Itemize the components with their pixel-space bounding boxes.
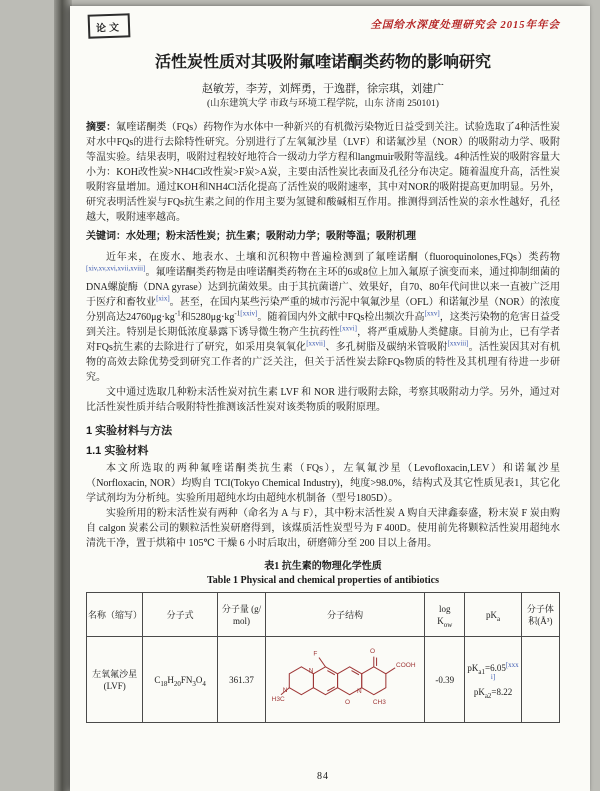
authors-line: 赵敏芳，李芳，刘辉勇，于逸群，徐宗琪，刘建广	[202, 83, 444, 95]
keywords-label: 关键词：	[86, 231, 126, 242]
col-header-molecular-weight: 分子量 (g/mol)	[217, 593, 265, 637]
lvf-structure-cell	[266, 637, 425, 723]
structure-label-n2: N	[282, 686, 288, 694]
structure-label-cooh: COOH	[396, 661, 416, 669]
abstract-text: 氟喹诺酮类（FQs）药物作为水体中一种新兴的有机微污染物近日益受到关注。试验选取了4种活性炭对水中FQs的进行去除特性研究。分别进行了左氧氟沙星（LVF）和诺氟沙星（NOR）的吸附动力学、吸附等温实验。结果表明，吸附过程较好地符合一级动力学方程和langmuir吸附等温线。4种活性炭的吸附容量大小为：KOH改性炭>NH4Cl改性炭>F炭>A炭，主要由活性炭比表面及孔径分布决定。随着温度升高，活性炭吸附容量增加。通过KOH和NH4Cl活化提高了活性炭的吸附速率，其中对NOR的吸附提高更加明显。另外，研究表明活性炭与FQs抗生素之间的作用主要为氢键和酸碱相互作用。推测得到活性炭的亲水性越好，孔径越大，吸附速率越高。	[86, 122, 560, 223]
structure-label-h3c: H3C	[271, 696, 285, 704]
lvf-mw-cell: 361.37	[217, 637, 265, 723]
page	[70, 6, 590, 791]
structure-label-ketone-o: O	[370, 647, 376, 655]
table-row-lvf	[87, 637, 560, 723]
structure-label-n3: N	[357, 687, 362, 695]
paper-stamp-label: 论文	[95, 22, 123, 34]
table1-caption-zh: 表1 抗生素的物理化学性质	[264, 561, 382, 572]
paper-stamp-box	[88, 13, 131, 38]
structure-label-n1: N	[308, 667, 314, 675]
lvf-volume-cell	[521, 637, 559, 723]
structure-label-f: F	[313, 650, 318, 658]
section-1-heading: 1 实验材料与方法	[86, 425, 173, 437]
abstract-paragraph	[86, 120, 560, 225]
structure-label-ring-o: O	[345, 699, 351, 706]
lvf-name-cell: 左氧氟沙星 (LVF)	[87, 637, 143, 723]
materials-paragraph-2: 实验所用的粉末活性炭有两种（命名为 A 与 F），其中粉末活性炭 A 购自天津鑫泰盛，粉末炭 F 炭由购自 calgon 炭素公司的颗粒活性炭研磨得到，该煤质活性炭型号为 F 400D。使用前先将颗粒活性炭用超纯水清洗干净，置于烘箱中 105℃ 干燥 6 小时后取出，研磨筛分至 200 目以上备用。	[86, 508, 560, 549]
structure-label-ch3: CH3	[372, 699, 386, 706]
lvf-logkow-cell: -0.39	[425, 637, 465, 723]
page-header	[86, 14, 560, 38]
section-1-1-heading: 1.1 实验材料	[86, 445, 149, 457]
intro-paragraph-1: 近年来，在废水、地表水、土壤和沉积物中普遍检测到了氟喹诺酮（fluoroquinolones,FQs）类药物[xiv,xv,xvi,xvii,xviii]。氟喹诺酮类药物是由喹诺酮类药物在主环的6或8位上加入氟原子演变而来，通过抑制细菌的DNA螺旋酶（DNA gyrase）达到抗菌效果。由于其抗菌谱广、效果好，自70、80年代问世以来一直被广泛用于医疗和畜牧业[xix]。甚至，在国内某些污染严重的城市污泥中氧氟沙星（OFL）和诺氟沙星（NOR）的浓度分别高达$24760\mu g\cdot kg^{-1}$和5280μg·kg$^{-1[xxiv]}$。随着国内外文献中FQs检出频次升高[xxv]，这类污染物的危害日益受到关注。特别是长期低浓度暴露下诱导微生物产生抗药性[xxvi]，将严重威胁人类健康。目前为止，已有学者对FQs抗生素的去除进行了研究，如采用臭氧氧化[xxvii]、多孔树脂及碳纳米管吸附[xxviii]。活性炭因其对有机物的高效去除优势受到研究工作者的广泛关注，但关于活性炭去除FQs物质的特性及其机理有待进一步研究。	[86, 252, 561, 383]
paper-title: 活性炭性质对其吸附氟喹诺酮类药物的影响研究	[154, 54, 491, 71]
intro-paragraph-2: 文中通过选取几种粉末活性炭对抗生素 LVF 和 NOR 进行吸附去除，考察其吸附动力学。另外，通过对比活性炭性质并结合吸附特性推测该活性炭对该类物质的吸附原理。	[86, 387, 560, 413]
col-header-name: 名称（缩写）	[87, 593, 143, 637]
lvf-formula-cell: $C_{18}H_{20}FN_3O_4$	[143, 637, 217, 723]
keywords-text: 水处理；粉末活性炭；抗生素；吸附动力学；吸附等温；吸附机理	[126, 231, 416, 242]
col-header-volume: 分子体积(Å³)	[521, 593, 559, 637]
materials-paragraph-1: 本文所选取的两种氟喹诺酮类抗生素（FQs），左氧氟沙星（Levofloxacin,LEV）和诺氟沙星（Norfloxacin, NOR）均购自 TCI(Tokyo Chemical Industry)，纯度>98.0%，结构式及其它性质见表1，其它化学试剂均为分析纯。实验所用超纯水均由超纯水机制备（型号1805D）。	[86, 463, 560, 504]
antibiotics-properties-table	[86, 592, 560, 723]
col-header-structure: 分子结构	[266, 593, 425, 637]
table1-caption-en: Table 1 Physical and chemical properties of antibiotics	[207, 575, 439, 586]
affiliation-line: (山东建筑大学 市政与环境工程学院，山东 济南 250101)	[207, 99, 439, 109]
col-header-pka: $pK_a$	[465, 593, 521, 637]
conference-header: 全国给水深度处理研究会 2015年年会	[370, 20, 560, 31]
col-header-logkow: log $K_{ow}$	[425, 593, 465, 637]
keywords-line	[86, 229, 560, 244]
page-number: 84	[317, 771, 329, 782]
lvf-pka-cell: $pK_{a1}=6.05[xxxi]$ $pK_{a2}=8.22$	[465, 637, 521, 723]
abstract-label: 摘要：	[86, 122, 117, 133]
table-header-row	[87, 593, 560, 637]
lvf-molecular-structure-diagram	[270, 639, 420, 717]
col-header-formula: 分子式	[143, 593, 217, 637]
